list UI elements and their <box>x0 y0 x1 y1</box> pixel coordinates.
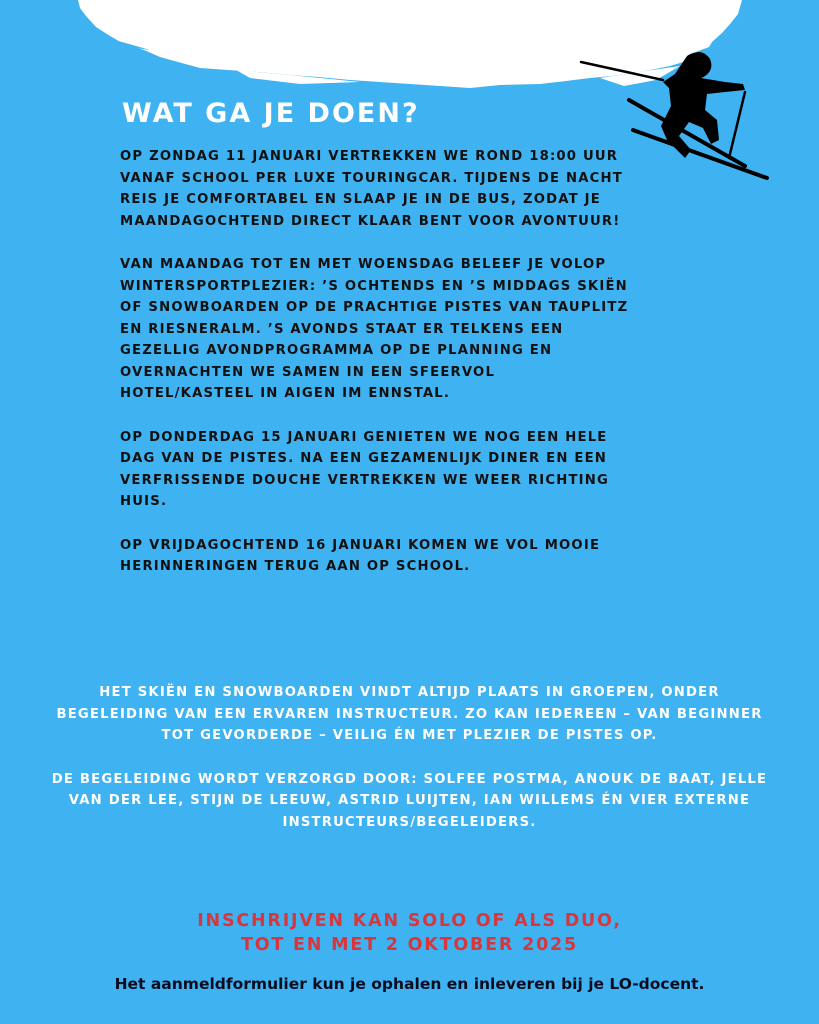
registration-line-2: TOT EN MET 2 OKTOBER 2025 <box>240 935 579 955</box>
paragraph-groups: HET SKIËN EN SNOWBOARDEN VINDT ALTIJD PLAATS IN GROEPEN, ONDER BEGELEIDING VAN EEN ERVAREN INSTRUCTEUR. ZO KAN IEDEREEN – VAN BEGINNER TOT GEVORDERDE – VEILIG ÉN MET PLEZIER DE PISTES OP. <box>56 685 763 743</box>
section-title: WAT GA JE DOEN? <box>122 98 420 129</box>
info-text <box>50 682 769 855</box>
footer-text: Het aanmeldformulier kun je ophalen en inleveren bij je LO-docent. <box>114 975 705 993</box>
registration-line-1: INSCHRIJVEN KAN SOLO OF ALS DUO, <box>197 911 622 931</box>
paragraph-ski-days: VAN MAANDAG TOT EN MET WOENSDAG BELEEF JE VOLOP WINTERSPORTPLEZIER: ’S OCHTENDS EN ’S MIDDAGS SKIËN OF SNOWBOARDEN OP DE PRACHTIGE PISTES VAN TAUPLITZ EN RIESNERALM. ’S AVONDS STAAT ER TELKENS EEN GEZELLIG AVONDPROGRAMMA OP DE PLANNING EN OVERNACHTEN WE SAMEN IN EEN SFEERVOL HOTEL/KASTEEL IN AIGEN IM ENNSTAL. <box>120 257 629 401</box>
itinerary-text <box>120 146 630 600</box>
paragraph-supervisors: DE BEGELEIDING WORDT VERZORGD DOOR: SOLFEE POSTMA, ANOUK DE BAAT, JELLE VAN DER LEE, STIJN DE LEEUW, ASTRID LUIJTEN, IAN WILLEMS ÉN VIER EXTERNE INSTRUCTEURS/BEGELEIDERS. <box>51 771 768 830</box>
paragraph-departure: OP ZONDAG 11 JANUARI VERTREKKEN WE ROND 18:00 UUR VANAF SCHOOL PER LUXE TOURINGCAR. TIJDENS DE NACHT REIS JE COMFORTABEL EN SLAAP JE IN DE BUS, ZODAT JE MAANDAGOCHTEND DIRECT KLAAR BENT VOOR AVONTUUR! <box>120 149 623 229</box>
paragraph-return: OP VRIJDAGOCHTEND 16 JANUARI KOMEN WE VOL MOOIE HERINNERINGEN TERUG AAN OP SCHOOL. <box>120 537 601 574</box>
paragraph-last-day: OP DONDERDAG 15 JANUARI GENIETEN WE NOG EEN HELE DAG VAN DE PISTES. NA EEN GEZAMENLIJK DINER EN EEN VERFRISSENDE DOUCHE VERTREKKEN WE WEER RICHTING HUIS. <box>120 429 610 509</box>
registration-notice <box>0 909 819 957</box>
